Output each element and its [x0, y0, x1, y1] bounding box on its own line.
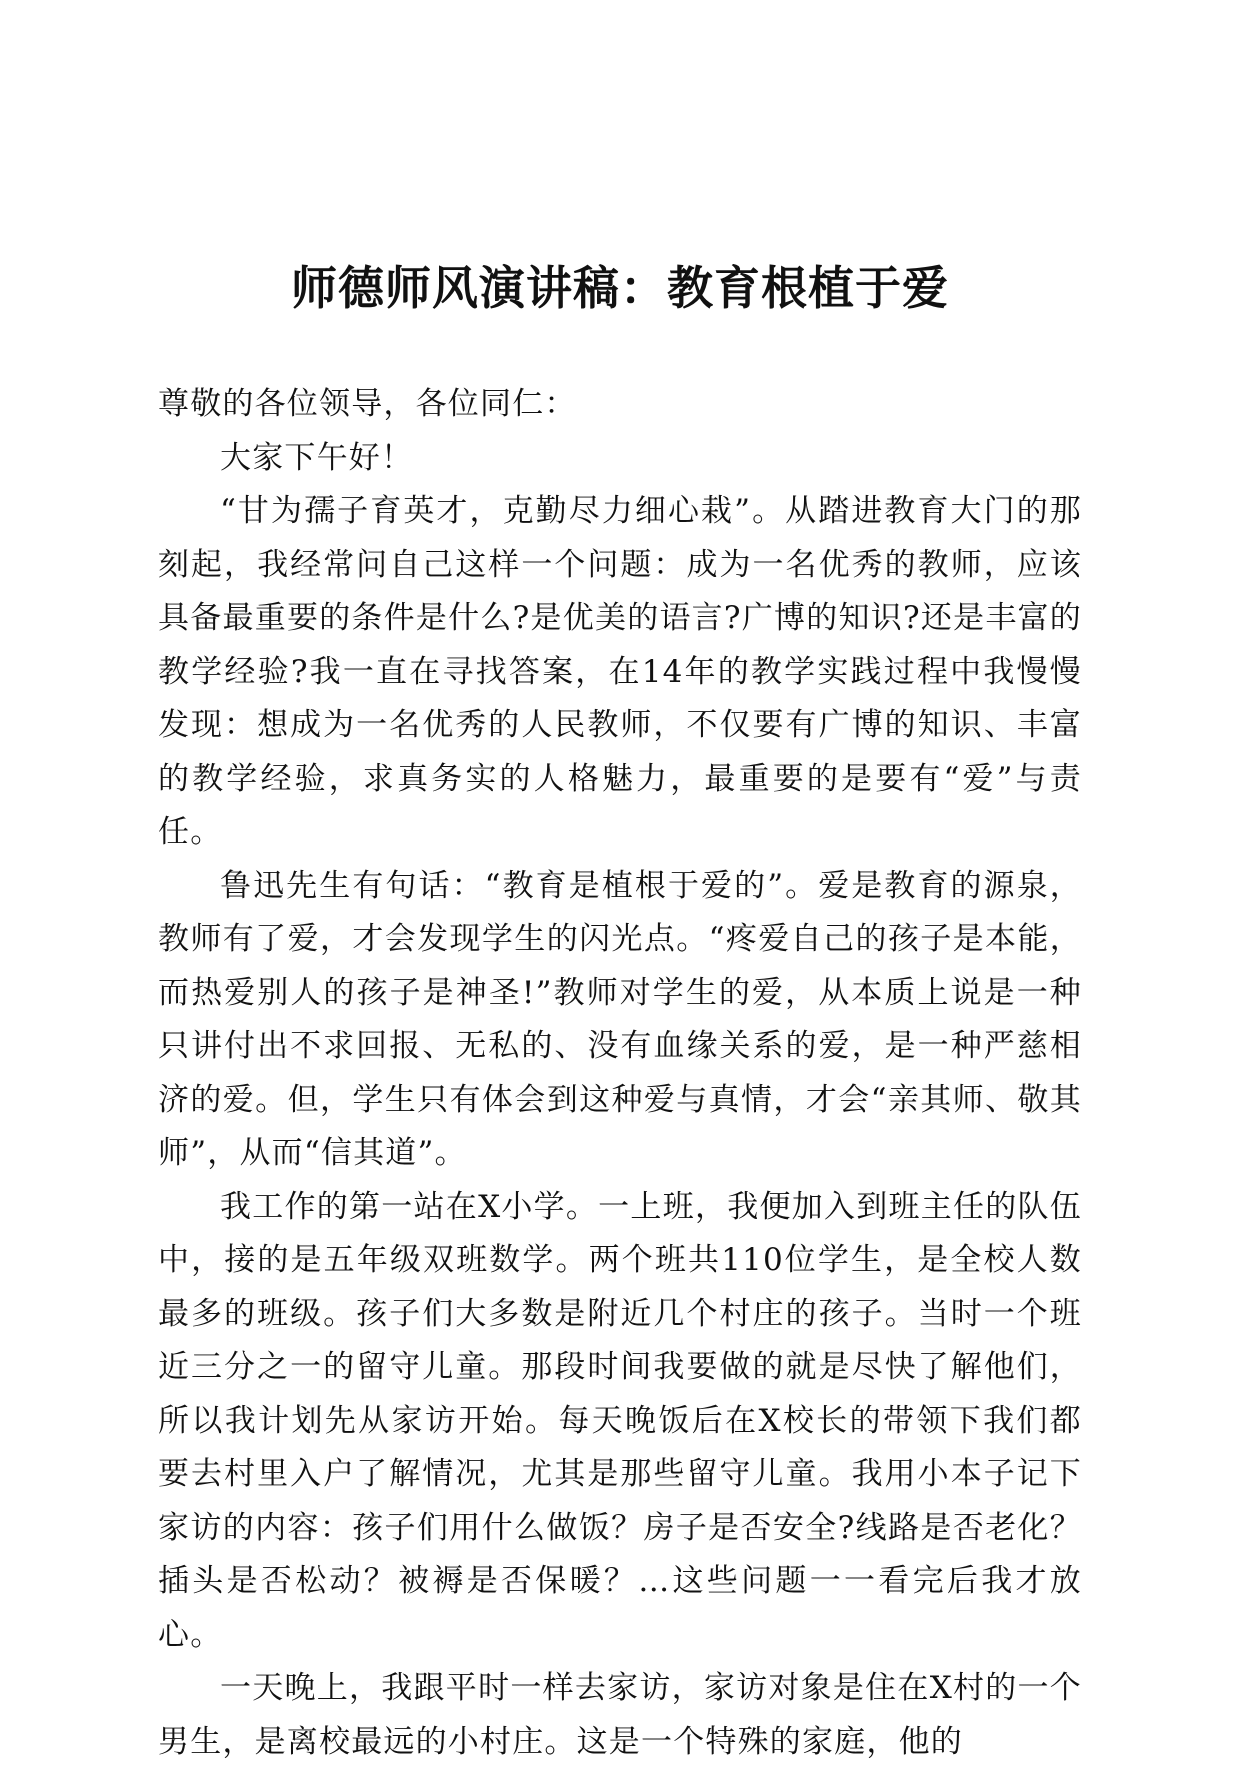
document-title: 师德师风演讲稿：教育根植于爱 [291, 261, 949, 315]
paragraph: 我工作的第一站在X小学。一上班，我便加入到班主任的队伍中，接的是五年级双班数学。两个班共110位学生，是全校人数最多的班级。孩子们大多数是附近几个村庄的孩子。当时一个班近三分之一的留守儿童。那段时间我要做的就是尽快了解他们，所以我计划先从家访开始。每天晚饭后在X校长的带领下我们都要去村里入户了解情况，尤其是那些留守儿童。我用小本子记下家访的内容：孩子们用什么做饭？房子是否安全?线路是否老化？插头是否松动？被褥是否保暖？…这些问题一一看完后我才放心。 [158, 1188, 1082, 1653]
paragraph: 鲁迅先生有句话：“教育是植根于爱的”。爱是教育的源泉，教师有了爱，才会发现学生的闪光点。“疼爱自己的孩子是本能，而热爱别人的孩子是神圣!”教师对学生的爱，从本质上说是一种只讲付出不求回报、无私的、没有血缘关系的爱，是一种严慈相济的爱。但，学生只有体会到这种爱与真情，才会“亲其师、敬其师”，从而“信其道”。 [158, 867, 1082, 1171]
document-body [158, 378, 1082, 1769]
salutation: 尊敬的各位领导，各位同仁： [158, 386, 577, 422]
paragraph: “甘为孺子育英才，克勤尽力细心栽”。从踏进教育大门的那刻起，我经常问自己这样一个问题：成为一名优秀的教师，应该具备最重要的条件是什么?是优美的语言?广博的知识?还是丰富的教学经验?我一直在寻找答案，在14年的教学实践过程中我慢慢发现：想成为一名优秀的人民教师，不仅要有广博的知识、丰富的教学经验，求真务实的人格魅力，最重要的是要有“爱”与责任。 [158, 493, 1082, 850]
greeting: 大家下午好！ [220, 439, 414, 476]
paragraph: 一天晚上，我跟平时一样去家访，家访对象是住在X村的一个男生，是离校最远的小村庄。这是一个特殊的家庭，他的 [158, 1670, 1082, 1760]
